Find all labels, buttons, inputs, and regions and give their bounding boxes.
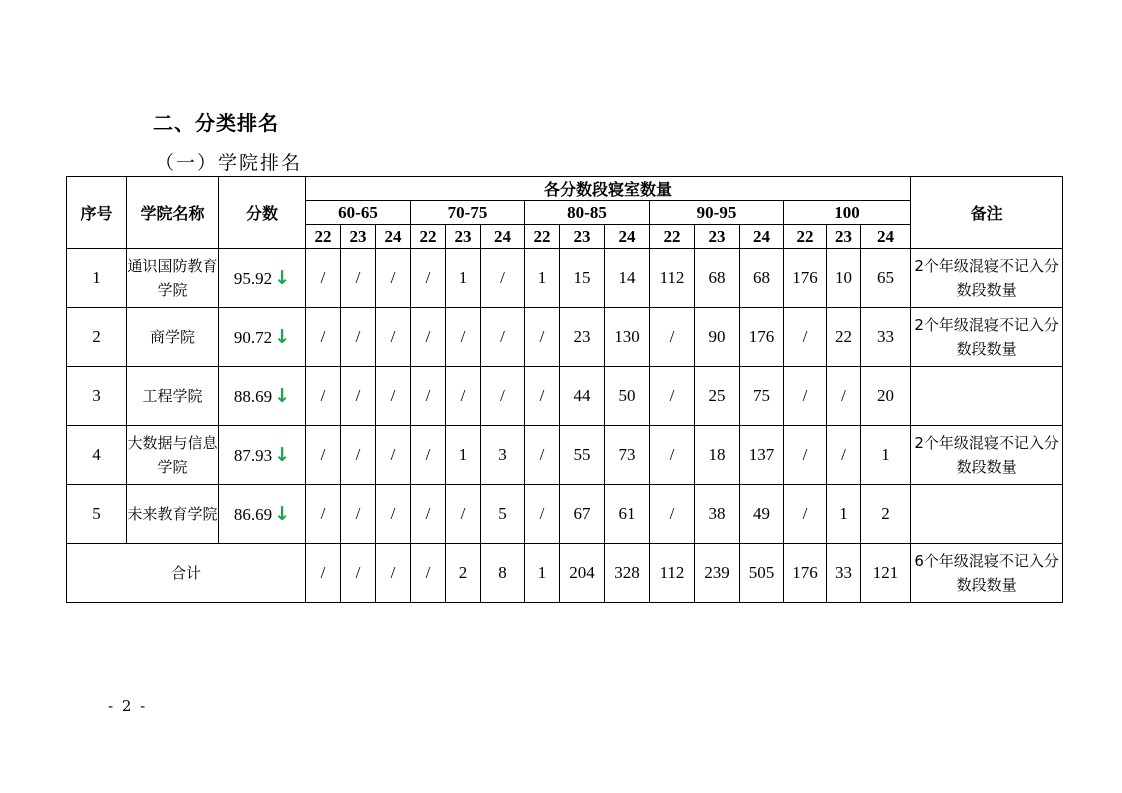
row-index: 1 <box>67 249 127 308</box>
count-cell: / <box>446 485 481 544</box>
table-row <box>67 426 1063 485</box>
count-cell: 1 <box>861 426 911 485</box>
row-index: 2 <box>67 308 127 367</box>
count-cell: / <box>525 367 560 426</box>
count-cell: 112 <box>650 249 695 308</box>
count-cell: 137 <box>740 426 784 485</box>
total-count-cell: / <box>411 544 446 603</box>
total-row <box>67 544 1063 603</box>
total-count-cell: 1 <box>525 544 560 603</box>
count-cell: 90 <box>695 308 740 367</box>
count-cell: / <box>650 485 695 544</box>
total-remark: 6个年级混寝不记入分数段数量 <box>911 544 1063 603</box>
count-cell: 50 <box>605 367 650 426</box>
page-number: - 2 - <box>108 697 148 715</box>
down-arrow-icon: ↓ <box>274 444 291 466</box>
header-year: 24 <box>605 225 650 249</box>
header-year: 24 <box>861 225 911 249</box>
count-cell: / <box>411 249 446 308</box>
count-cell: 38 <box>695 485 740 544</box>
header-year: 22 <box>525 225 560 249</box>
count-cell: 5 <box>481 485 525 544</box>
total-label: 合计 <box>67 544 306 603</box>
count-cell: / <box>481 308 525 367</box>
table-row <box>67 249 1063 308</box>
header-year: 23 <box>446 225 481 249</box>
total-count-cell: 8 <box>481 544 525 603</box>
count-cell: / <box>525 426 560 485</box>
score-value: 88.69 <box>233 387 273 406</box>
section-subheading: （一）学院排名 <box>155 152 303 174</box>
row-remark: 2个年级混寝不记入分数段数量 <box>911 426 1063 485</box>
count-cell: / <box>411 485 446 544</box>
header-group: 各分数段寝室数量 <box>306 177 911 201</box>
row-remark: 2个年级混寝不记入分数段数量 <box>911 308 1063 367</box>
count-cell: / <box>376 367 411 426</box>
count-cell: 68 <box>740 249 784 308</box>
count-cell: / <box>411 367 446 426</box>
college-ranking-table <box>66 176 1063 603</box>
row-college: 未来教育学院 <box>127 485 219 544</box>
row-score <box>219 249 306 308</box>
count-cell: / <box>306 485 341 544</box>
count-cell: 23 <box>560 308 605 367</box>
down-arrow-icon: ↓ <box>274 503 291 525</box>
count-cell: / <box>341 485 376 544</box>
total-count-cell: 33 <box>827 544 861 603</box>
row-remark <box>911 485 1063 544</box>
header-score: 分数 <box>219 177 306 249</box>
row-score <box>219 308 306 367</box>
count-cell: 14 <box>605 249 650 308</box>
count-cell: 2 <box>861 485 911 544</box>
row-college: 大数据与信息学院 <box>127 426 219 485</box>
count-cell: / <box>784 426 827 485</box>
count-cell: 67 <box>560 485 605 544</box>
count-cell: / <box>784 308 827 367</box>
header-year: 22 <box>306 225 341 249</box>
count-cell: 73 <box>605 426 650 485</box>
count-cell: / <box>784 485 827 544</box>
count-cell: 55 <box>560 426 605 485</box>
row-score <box>219 367 306 426</box>
total-count-cell: / <box>306 544 341 603</box>
down-arrow-icon: ↓ <box>274 267 291 289</box>
header-year: 22 <box>784 225 827 249</box>
count-cell: / <box>376 485 411 544</box>
header-year: 23 <box>695 225 740 249</box>
count-cell: / <box>306 308 341 367</box>
count-cell: / <box>306 249 341 308</box>
count-cell: 61 <box>605 485 650 544</box>
row-score <box>219 426 306 485</box>
count-cell: / <box>827 367 861 426</box>
count-cell: 33 <box>861 308 911 367</box>
total-count-cell: 2 <box>446 544 481 603</box>
count-cell: / <box>650 308 695 367</box>
row-index: 5 <box>67 485 127 544</box>
count-cell: 49 <box>740 485 784 544</box>
count-cell: / <box>341 367 376 426</box>
row-college: 工程学院 <box>127 367 219 426</box>
score-value: 87.93 <box>233 446 273 465</box>
count-cell: / <box>650 367 695 426</box>
count-cell: 15 <box>560 249 605 308</box>
total-count-cell: 239 <box>695 544 740 603</box>
header-year: 23 <box>560 225 605 249</box>
header-index: 序号 <box>67 177 127 249</box>
row-college: 商学院 <box>127 308 219 367</box>
row-remark <box>911 367 1063 426</box>
count-cell: 176 <box>784 249 827 308</box>
count-cell: / <box>341 308 376 367</box>
count-cell: 65 <box>861 249 911 308</box>
count-cell: / <box>341 249 376 308</box>
count-cell: / <box>411 426 446 485</box>
count-cell: 1 <box>446 249 481 308</box>
count-cell: / <box>306 367 341 426</box>
header-year: 24 <box>740 225 784 249</box>
row-index: 3 <box>67 367 127 426</box>
header-college: 学院名称 <box>127 177 219 249</box>
count-cell: 1 <box>827 485 861 544</box>
row-score <box>219 485 306 544</box>
header-range: 60-65 <box>306 201 411 225</box>
section-heading: 二、分类排名 <box>153 111 279 135</box>
header-range: 100 <box>784 201 911 225</box>
header-year: 22 <box>411 225 446 249</box>
count-cell: 44 <box>560 367 605 426</box>
count-cell: / <box>784 367 827 426</box>
total-count-cell: 204 <box>560 544 605 603</box>
row-index: 4 <box>67 426 127 485</box>
header-range: 90-95 <box>650 201 784 225</box>
table-row <box>67 485 1063 544</box>
count-cell: 75 <box>740 367 784 426</box>
count-cell: / <box>481 249 525 308</box>
count-cell: / <box>306 426 341 485</box>
table-body <box>67 249 1063 544</box>
total-count-cell: 112 <box>650 544 695 603</box>
total-count-cell: 328 <box>605 544 650 603</box>
header-row-1 <box>67 177 1063 201</box>
count-cell: 1 <box>446 426 481 485</box>
score-value: 90.72 <box>233 328 273 347</box>
count-cell: 22 <box>827 308 861 367</box>
row-remark: 2个年级混寝不记入分数段数量 <box>911 249 1063 308</box>
count-cell: / <box>376 249 411 308</box>
header-remark: 备注 <box>911 177 1063 249</box>
count-cell: 10 <box>827 249 861 308</box>
table-row <box>67 308 1063 367</box>
count-cell: 1 <box>525 249 560 308</box>
table-row <box>67 367 1063 426</box>
score-value: 86.69 <box>233 505 273 524</box>
count-cell: 20 <box>861 367 911 426</box>
down-arrow-icon: ↓ <box>274 385 291 407</box>
count-cell: / <box>525 485 560 544</box>
count-cell: / <box>376 308 411 367</box>
count-cell: / <box>525 308 560 367</box>
down-arrow-icon: ↓ <box>274 326 291 348</box>
total-count-cell: 505 <box>740 544 784 603</box>
header-year: 24 <box>376 225 411 249</box>
count-cell: 18 <box>695 426 740 485</box>
total-count-cell: 121 <box>861 544 911 603</box>
count-cell: 25 <box>695 367 740 426</box>
header-year: 23 <box>827 225 861 249</box>
count-cell: / <box>650 426 695 485</box>
score-value: 95.92 <box>233 269 273 288</box>
count-cell: / <box>446 367 481 426</box>
total-count-cell: / <box>376 544 411 603</box>
count-cell: / <box>481 367 525 426</box>
header-range: 70-75 <box>411 201 525 225</box>
count-cell: 130 <box>605 308 650 367</box>
count-cell: / <box>446 308 481 367</box>
header-year: 22 <box>650 225 695 249</box>
header-year: 23 <box>341 225 376 249</box>
count-cell: / <box>827 426 861 485</box>
total-count-cell: / <box>341 544 376 603</box>
count-cell: 3 <box>481 426 525 485</box>
count-cell: / <box>341 426 376 485</box>
count-cell: 176 <box>740 308 784 367</box>
row-college: 通识国防教育学院 <box>127 249 219 308</box>
count-cell: 68 <box>695 249 740 308</box>
total-count-cell: 176 <box>784 544 827 603</box>
count-cell: / <box>376 426 411 485</box>
count-cell: / <box>411 308 446 367</box>
header-year: 24 <box>481 225 525 249</box>
header-range: 80-85 <box>525 201 650 225</box>
